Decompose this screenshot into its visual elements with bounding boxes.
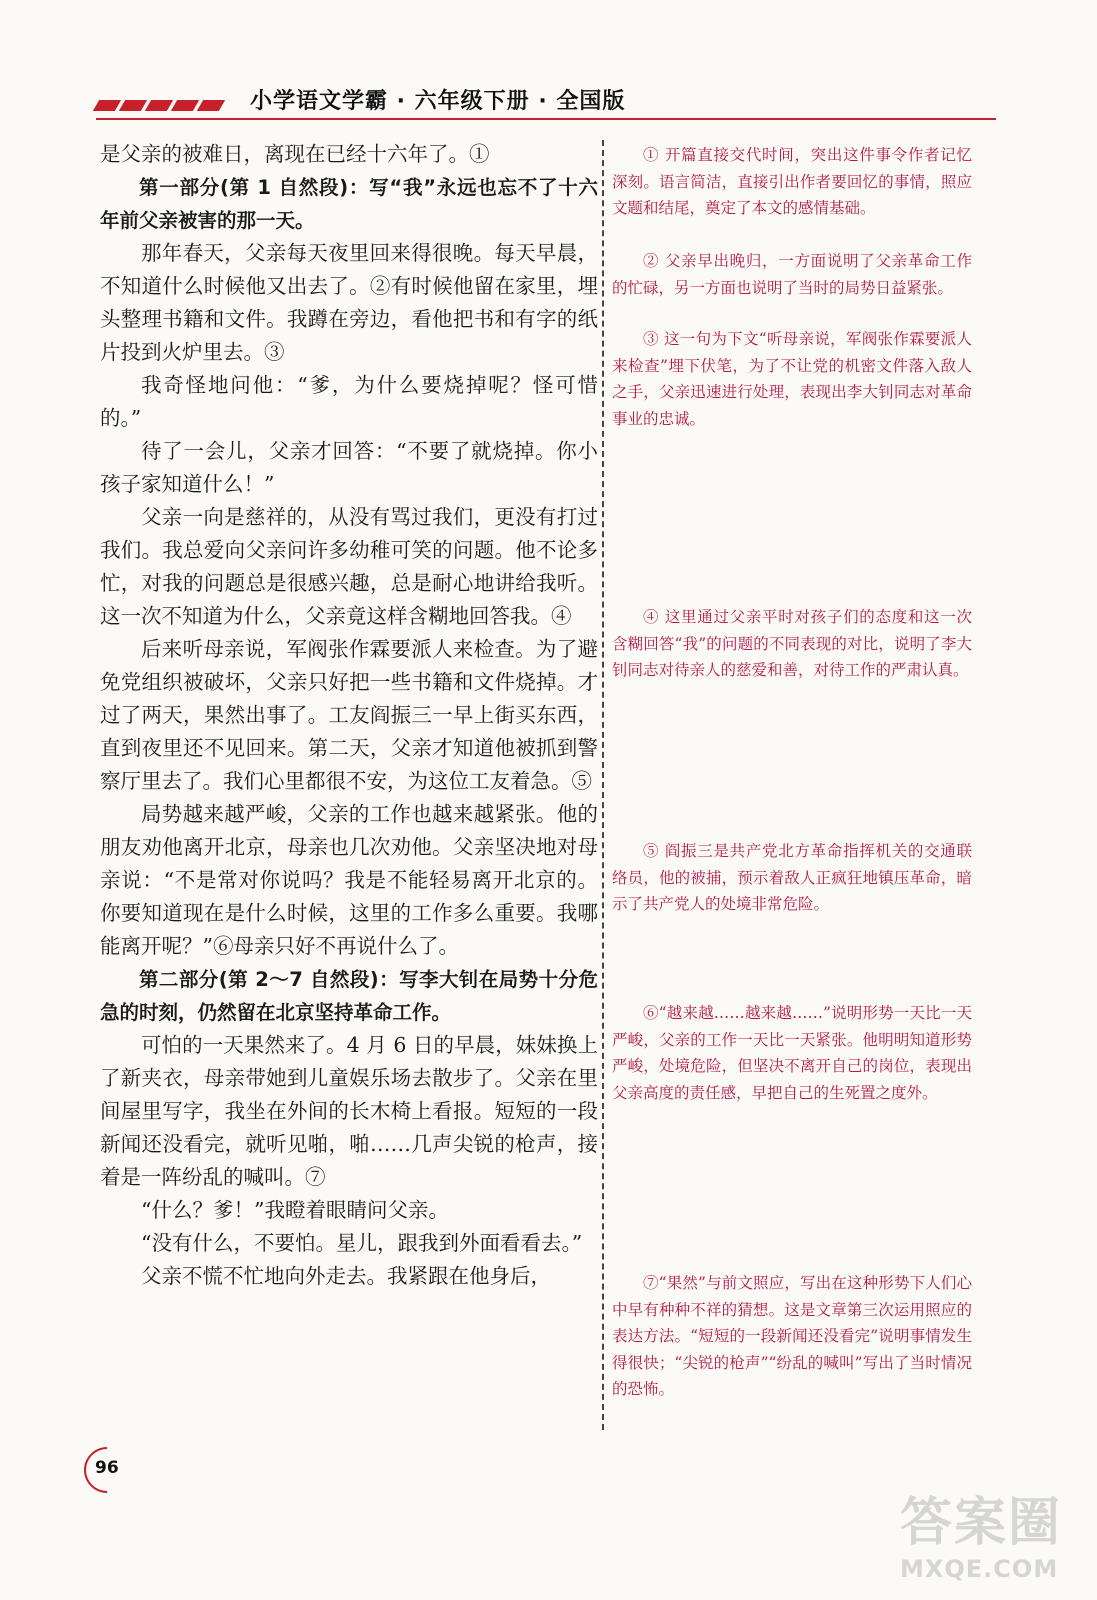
page-header	[0, 80, 1097, 130]
paragraph: 父亲不慌不忙地向外走去。我紧跟在他身后，	[141, 1264, 551, 1288]
paragraph: 可怕的一天果然来了。4 月 6 日的早晨，妹妹换上了新夹衣，母亲带她到儿童娱乐场去散步了。父亲在里间屋里写字，我坐在外间的长木椅上看报。短短的一段新闻还没看完，就听见啪，啪……几声尖锐的枪声，接着是一阵纷乱的喊叫。⑦	[100, 1033, 598, 1189]
watermark-url: MXQE.COM	[900, 1555, 1059, 1583]
page-number: 96	[95, 1458, 119, 1478]
section-summary: 第二部分(第 2～7 自然段)：写李大钊在局势十分危急的时刻，仍然留在北京坚持革命工作。	[100, 968, 598, 1024]
annotation-5: ⑤ 阎振三是共产党北方革命指挥机关的交通联络员，他的被捕，预示着敌人正疯狂地镇压革命，暗示了共产党人的处境非常危险。	[612, 842, 972, 913]
paragraph: 那年春天，父亲每天夜里回来得很晚。每天早晨，不知道什么时候他又出去了。②有时候他留在家里，埋头整理书籍和文件。我蹲在旁边，看他把书和有字的纸片投到火炉里去。③	[100, 241, 598, 364]
annotation-4: ④ 这里通过父亲平时对孩子们的态度和这一次含糊回答“我”的问题的不同表现的对比，说明了李大钊同志对待亲人的慈爱和善，对待工作的严肃认真。	[612, 608, 972, 679]
main-text	[100, 138, 598, 1293]
watermark-text: 答案圈	[900, 1493, 1063, 1553]
paragraph: 我奇怪地问他：“爹，为什么要烧掉呢？怪可惜的。”	[100, 373, 598, 430]
annotation-6: ⑥“越来越……越来越……”说明形势一天比一天严峻，父亲的工作一天比一天紧张。他明明知道形势严峻，处境危险，但坚决不离开自己的岗位，表现出父亲高度的责任感，早把自己的生死置之度外。	[612, 1004, 972, 1102]
annotation-3: ③ 这一句为下文“听母亲说，军阀张作霖要派人来检查”埋下伏笔，为了不让党的机密文件落入敌人之手，父亲迅速进行处理，表现出李大钊同志对革命事业的忠诚。	[612, 330, 972, 428]
annotation-1: ① 开篇直接交代时间，突出这件事令作者记忆深刻。语言简洁，直接引出作者要回忆的事情，照应文题和结尾，奠定了本文的感情基础。	[612, 146, 972, 217]
book-title: 小学语文学霸 · 六年级下册 · 全国版	[250, 89, 626, 114]
column-divider	[602, 140, 604, 1430]
paragraph: 后来听母亲说，军阀张作霖要派人来检查。为了避免党组织被破坏，父亲只好把一些书籍和文件烧掉。才过了两天，果然出事了。工友阎振三一早上街买东西，直到夜里还不见回来。第二天，父亲才知道他被抓到警察厅里去了。我们心里都很不安，为这位工友着急。⑤	[100, 637, 598, 793]
paragraph: 是父亲的被难日，离现在已经十六年了。①	[100, 142, 490, 166]
section-summary: 第一部分(第 1 自然段)：写“我”永远也忘不了十六年前父亲被害的那一天。	[100, 176, 598, 232]
paragraph: 待了一会儿，父亲才回答：“不要了就烧掉。你小孩子家知道什么！”	[100, 439, 598, 496]
header-decoration	[96, 100, 222, 111]
annotation-2: ② 父亲早出晚归，一方面说明了父亲革命工作的忙碌，另一方面也说明了当时的局势日益紧张。	[612, 252, 972, 297]
paragraph: 父亲一向是慈祥的，从没有骂过我们，更没有打过我们。我总爱向父亲问许多幼稚可笑的问题。他不论多忙，对我的问题总是很感兴趣，总是耐心地讲给我听。这一次不知道为什么，父亲竟这样含糊地回答我。④	[100, 505, 598, 628]
header-rule	[96, 118, 996, 120]
paragraph: “什么？爹！”我瞪着眼睛问父亲。	[141, 1198, 449, 1222]
watermark-logo	[900, 1480, 1080, 1590]
annotation-7: ⑦“果然”与前文照应，写出在这种形势下人们心中早有种种不祥的猜想。这是文章第三次运用照应的表达方法。“短短的一段新闻还没看完”说明事情发生得很快；“尖锐的枪声”“纷乱的喊叫”写出了当时情况的恐怖。	[612, 1274, 972, 1398]
paragraph: 局势越来越严峻，父亲的工作也越来越紧张。他的朋友劝他离开北京，母亲也几次劝他。父亲坚决地对母亲说：“不是常对你说吗？我是不能轻易离开北京的。你要知道现在是什么时候，这里的工作多么重要。我哪能离开呢？”⑥母亲只好不再说什么了。	[100, 802, 598, 958]
paragraph: “没有什么，不要怕。星儿，跟我到外面看看去。”	[141, 1231, 583, 1255]
